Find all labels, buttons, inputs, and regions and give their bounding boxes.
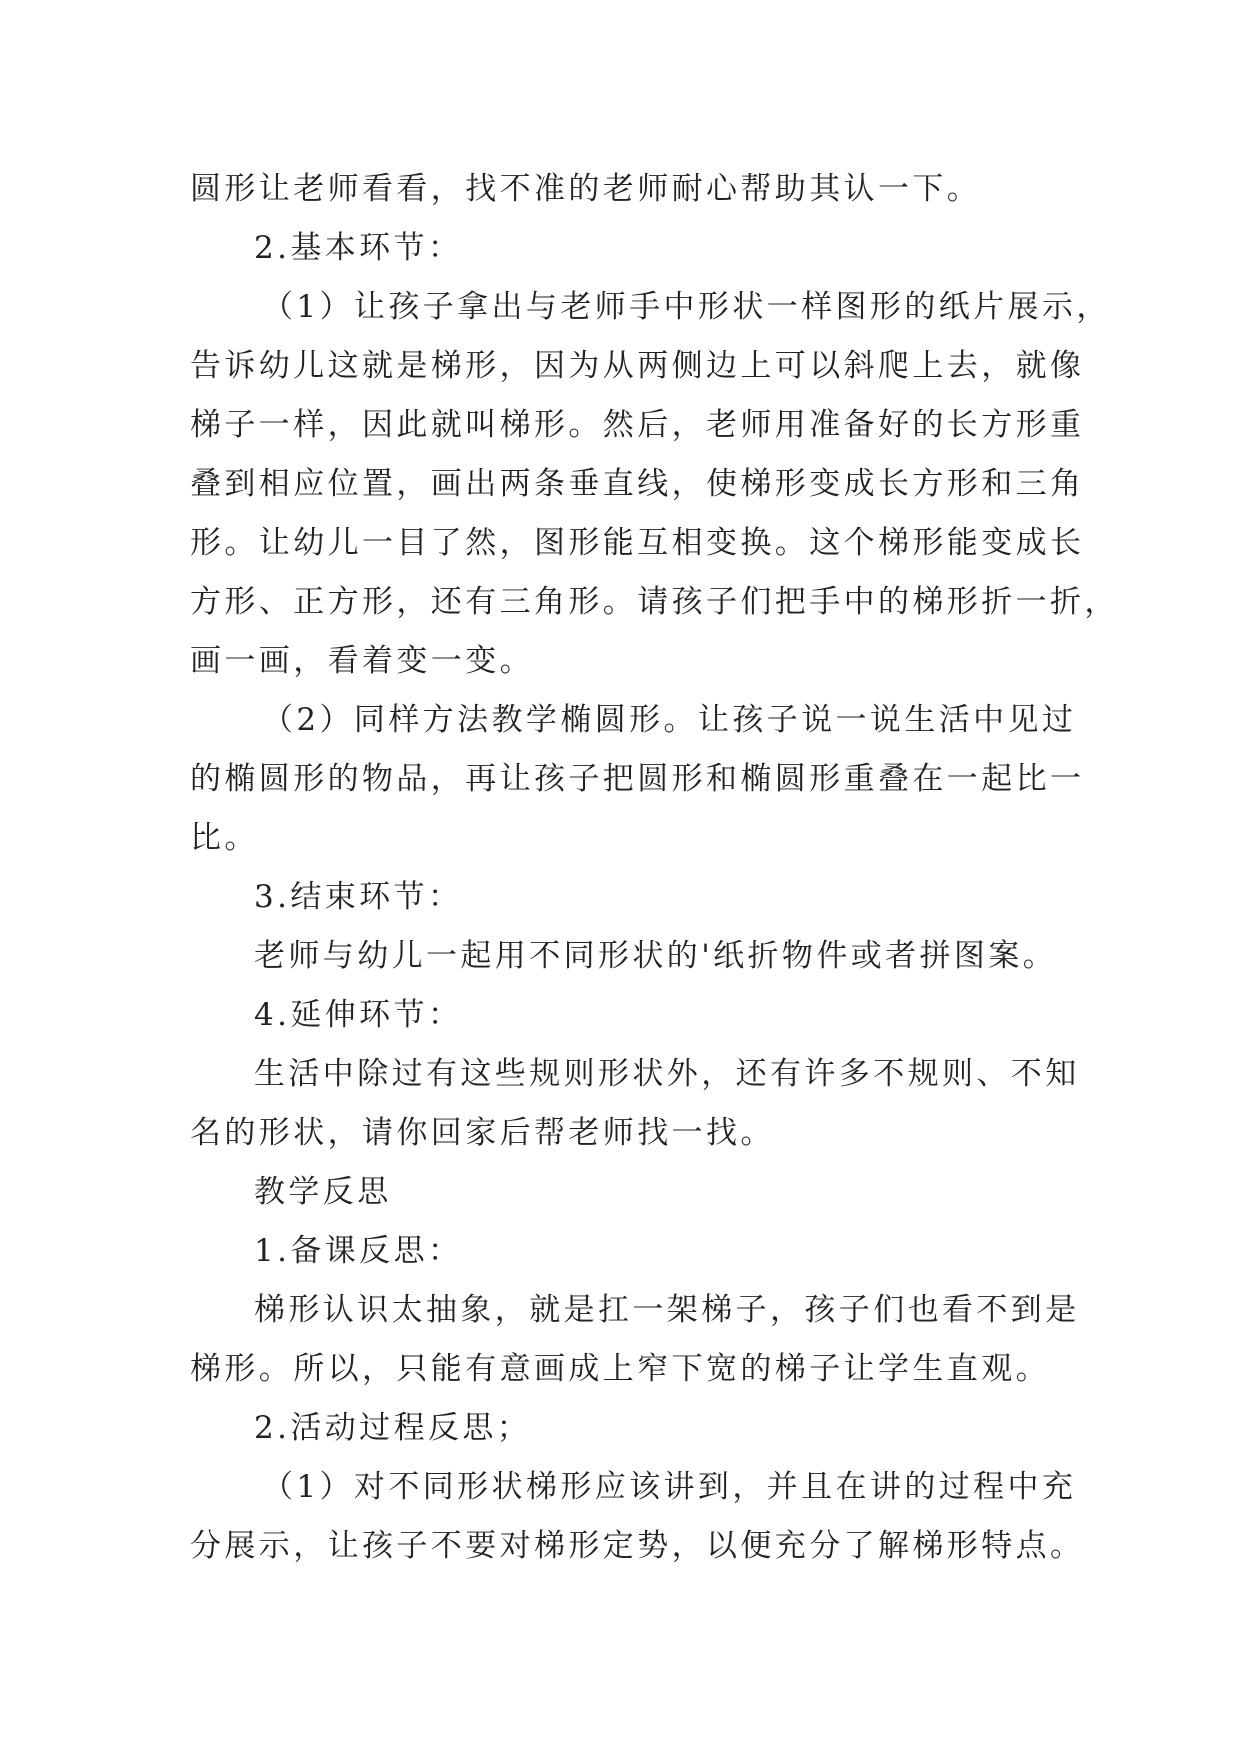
section-heading: 教学反思	[254, 1174, 392, 1210]
section-heading: 2.基本环节：	[254, 230, 463, 266]
text-line: 梯形。所以，只能有意画成上窄下宽的梯子让学生直观。	[190, 1351, 1050, 1387]
section-heading: 1.备课反思：	[254, 1233, 463, 1269]
text-line: 梯形认识太抽象，就是扛一架梯子，孩子们也看不到是	[254, 1292, 1080, 1328]
text-line: 画一画，看着变一变。	[190, 643, 534, 679]
section-heading: 4.延伸环节：	[254, 997, 463, 1033]
text-line: 比。	[190, 820, 259, 856]
text-line: 梯子一样，因此就叫梯形。然后，老师用准备好的长方形重	[190, 407, 1085, 443]
text-line: 的椭圆形的物品，再让孩子把圆形和椭圆形重叠在一起比一	[190, 761, 1085, 797]
section-heading: 3.结束环节：	[254, 879, 463, 915]
document-body	[190, 160, 1119, 1576]
text-line: （2）同样方法教学椭圆形。让孩子说一说生活中见过	[262, 702, 1077, 738]
text-line: 圆形让老师看看，找不准的老师耐心帮助其认一下。	[190, 171, 982, 207]
text-line: 告诉幼儿这就是梯形，因为从两侧边上可以斜爬上去，就像	[190, 348, 1085, 384]
text-line: 方形、正方形，还有三角形。请孩子们把手中的梯形折一折，	[190, 584, 1119, 620]
text-line: 名的形状，请你回家后帮老师找一找。	[190, 1115, 775, 1151]
text-line: （1）对不同形状梯形应该讲到，并且在讲的过程中充	[262, 1469, 1077, 1505]
text-line: 老师与幼儿一起用不同形状的'纸折物件或者拼图案。	[254, 938, 1058, 974]
text-line: 生活中除过有这些规则形状外，还有许多不规则、不知	[254, 1056, 1080, 1092]
text-line: 形。让幼儿一目了然，图形能互相变换。这个梯形能变成长	[190, 525, 1085, 561]
text-line: （1）让孩子拿出与老师手中形状一样图形的纸片展示，	[262, 289, 1111, 325]
text-line: 分展示，让孩子不要对梯形定势，以便充分了解梯形特点。	[190, 1528, 1085, 1564]
text-line: 叠到相应位置，画出两条垂直线，使梯形变成长方形和三角	[190, 466, 1085, 502]
section-heading: 2.活动过程反思；	[254, 1410, 532, 1446]
